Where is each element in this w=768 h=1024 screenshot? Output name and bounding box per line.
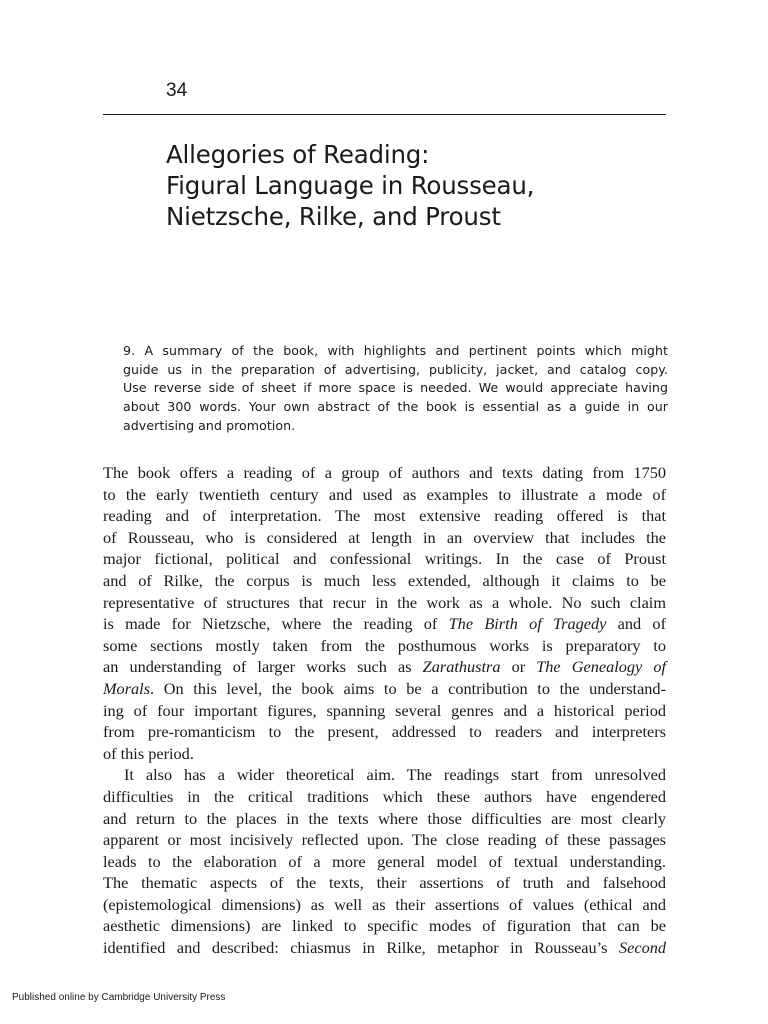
body-line: ing of four important figures, spanning several genres and a historical period (103, 700, 666, 720)
body-line: major fictional, political and confessional writings. In the case of Proust (103, 549, 666, 569)
body-line: The thematic aspects of the texts, their assertions of truth and falsehood (103, 873, 666, 893)
body-line: and of Rilke, the corpus is much less extended, although it claims to be (103, 570, 666, 590)
title-line: Figural Language in Rousseau, (166, 171, 535, 200)
prompt-line: 9. A summary of the book, with highlights and pertinent points which might (123, 343, 668, 358)
body-line (103, 678, 666, 700)
body-line: of Rousseau, who is considered at length in an overview that includes the (103, 527, 666, 547)
body-line: from pre-romanticism to the present, addressed to readers and interpreters (103, 722, 666, 742)
body-line: aesthetic dimensions) are linked to specific modes of figuration that can be (103, 916, 666, 936)
prompt-line: about 300 words. Your own abstract of the book is essential as a guide in our (123, 399, 668, 415)
prompt-line: Use reverse side of sheet if more space is needed. We would appreciate having (123, 380, 668, 396)
body-line: difficulties in the critical traditions which these authors have engendered (103, 786, 666, 806)
body-line (103, 656, 666, 678)
publisher-footer: Published online by Cambridge University Press (12, 992, 226, 1003)
body-line: The book offers a reading of a group of authors and texts dating from 1750 (103, 463, 666, 482)
body-line: some sections mostly taken from the posthumous works is preparatory to (103, 635, 666, 655)
body-line (103, 937, 666, 959)
book-title-italic: The Genealogy of (536, 657, 666, 677)
body-line: reading and of interpretation. The most extensive reading offered is that (103, 506, 666, 526)
body-line: of this period. (103, 743, 194, 763)
prompt-line: advertising and promotion. (123, 417, 296, 433)
body-text (103, 462, 666, 959)
book-title-italic: Second (618, 938, 666, 958)
body-line: It also has a wider theoretical aim. The readings start from unresolved (124, 765, 666, 785)
body-text-run: identified and described: chiasmus in Rilke, metaphor in Rousseau’s (103, 938, 619, 958)
body-line: representative of structures that recur in the work as a whole. No such claim (103, 592, 666, 612)
body-line: leads to the elaboration of a more general model of textual understanding. (103, 851, 666, 871)
body-text-run: and of (606, 614, 666, 634)
questionnaire-prompt (123, 342, 668, 436)
book-title-italic: The Birth of Tragedy (448, 614, 607, 634)
body-line: apparent or most incisively reflected upon. The close reading of these passages (103, 830, 666, 850)
book-title-italic: Zarathustra (422, 657, 501, 677)
title-line: Allegories of Reading: (166, 140, 430, 169)
chapter-number: 34 (166, 80, 188, 101)
body-line: and return to the places in the texts where those difficulties are most clearly (103, 808, 666, 828)
body-text-run: . On this level, the book aims to be a contribution to the understand- (150, 678, 666, 698)
body-line: (epistemological dimensions) as well as their assertions of values (ethical and (103, 894, 666, 914)
body-line: to the early twentieth century and used as examples to illustrate a mode of (103, 484, 666, 504)
chapter-title (166, 139, 726, 232)
book-title-italic: Morals (103, 678, 151, 698)
body-text-run: is made for Nietzsche, where the reading of (103, 614, 449, 634)
body-text-run: an understanding of larger works such as (103, 657, 423, 677)
body-line (103, 613, 666, 635)
prompt-line: guide us in the preparation of advertising, publicity, jacket, and catalog copy. (123, 361, 668, 377)
title-line: Nietzsche, Rilke, and Proust (166, 202, 501, 231)
body-text-run: or (500, 657, 537, 677)
header-rule (103, 114, 666, 115)
